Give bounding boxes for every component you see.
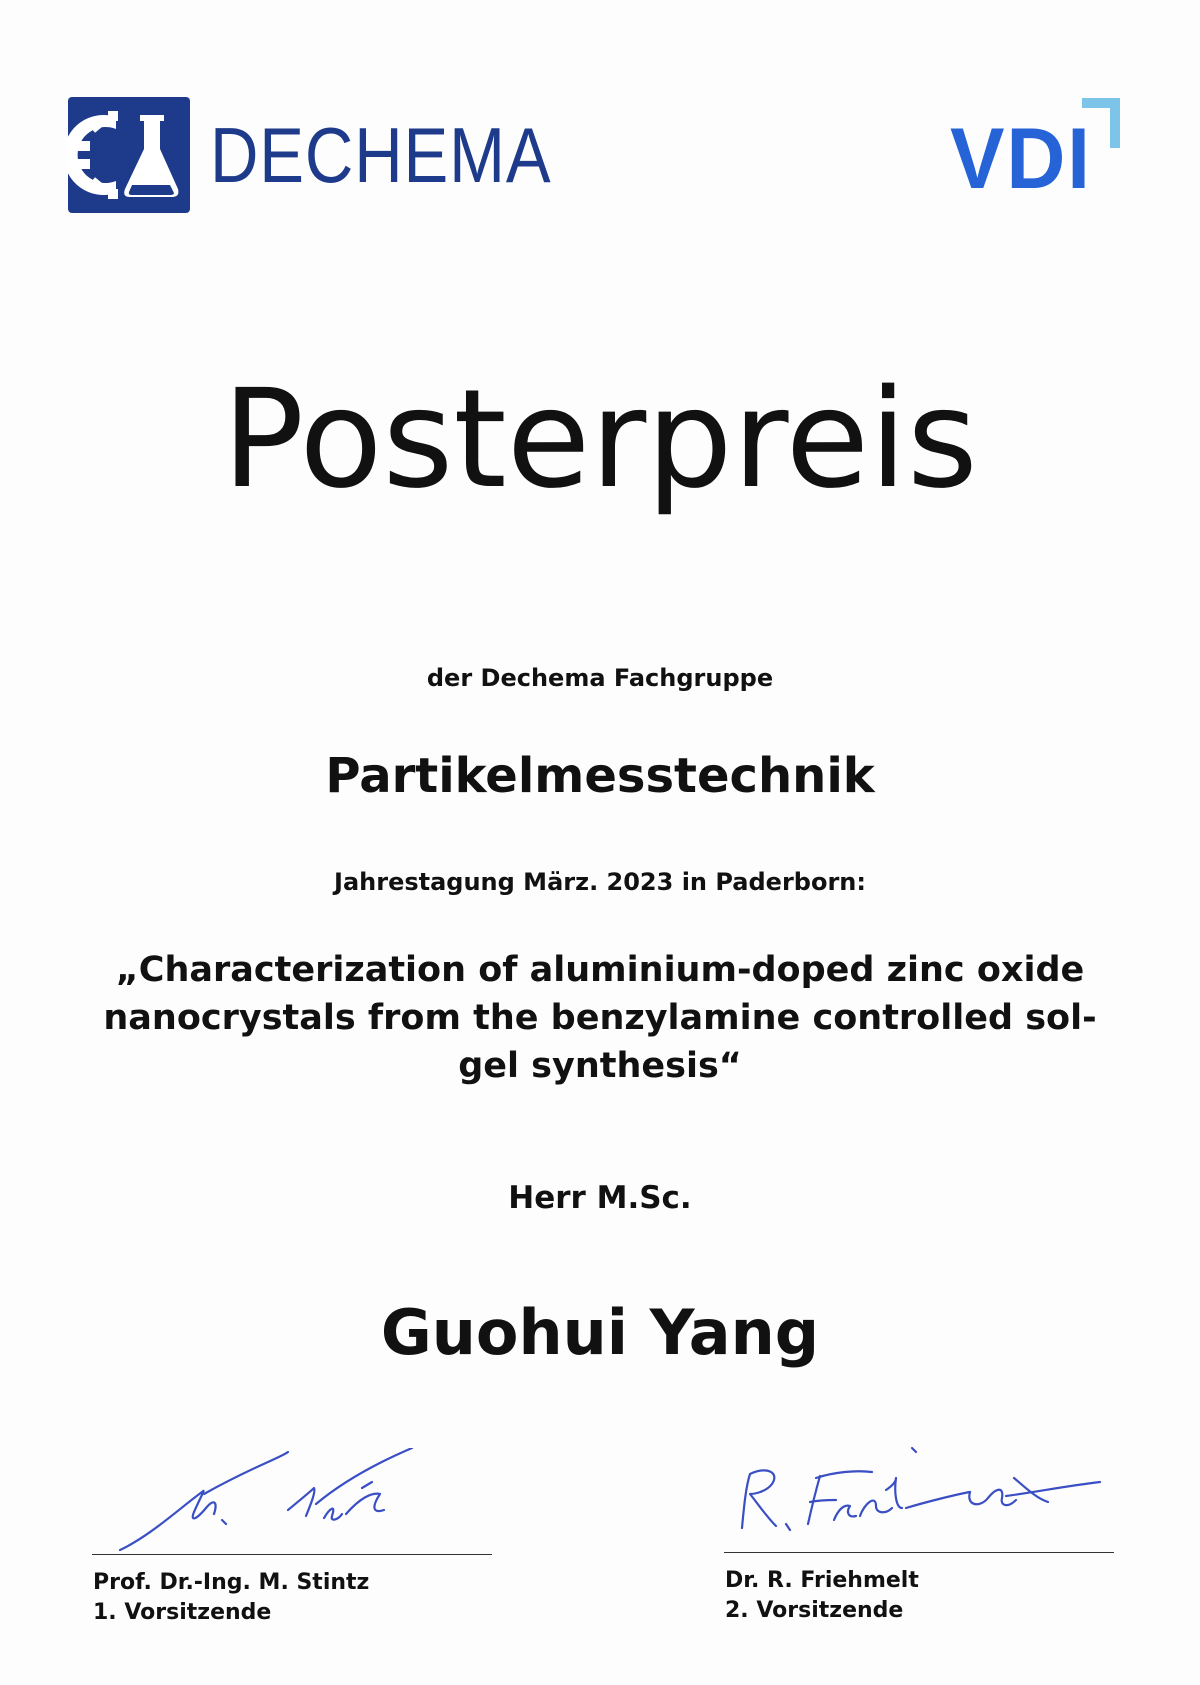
certificate-title: Posterpreis bbox=[222, 361, 978, 519]
meeting-info: Jahrestagung März. 2023 in Paderborn: bbox=[334, 868, 866, 896]
vdi-logo bbox=[950, 98, 1130, 214]
signer-role: 1. Vorsitzende bbox=[93, 1600, 272, 1625]
specialist-group: Partikelmesstechnik bbox=[325, 748, 875, 804]
recipient-name: Guohui Yang bbox=[380, 1296, 820, 1369]
intro-text: der Dechema Fachgruppe bbox=[426, 664, 774, 692]
signer-role: 2. Vorsitzende bbox=[725, 1598, 904, 1623]
salutation: Herr M.Sc. bbox=[508, 1180, 692, 1216]
poster-title-line: nanocrystals from the benzylamine controlled sol- bbox=[103, 998, 1097, 1038]
signer-name: Dr. R. Friehmelt bbox=[725, 1568, 919, 1593]
signature-friehmelt bbox=[736, 1446, 1106, 1536]
signer-name: Prof. Dr.-Ing. M. Stintz bbox=[93, 1570, 370, 1595]
poster-title-line: gel synthesis“ bbox=[458, 1046, 742, 1086]
dechema-logo bbox=[68, 97, 607, 213]
dechema-wordmark: DECHEMA bbox=[210, 111, 552, 199]
poster-title-line: „Characterization of aluminium-doped zinc oxide bbox=[115, 950, 1085, 990]
vdi-wordmark: VDI bbox=[950, 111, 1092, 207]
signature-line bbox=[724, 1552, 1114, 1553]
vdi-corner-accent-icon bbox=[1076, 98, 1120, 148]
poster-title bbox=[0, 946, 1200, 1090]
dechema-emblem-icon bbox=[68, 97, 190, 213]
signature-stintz bbox=[110, 1448, 440, 1558]
signature-line bbox=[92, 1554, 492, 1555]
